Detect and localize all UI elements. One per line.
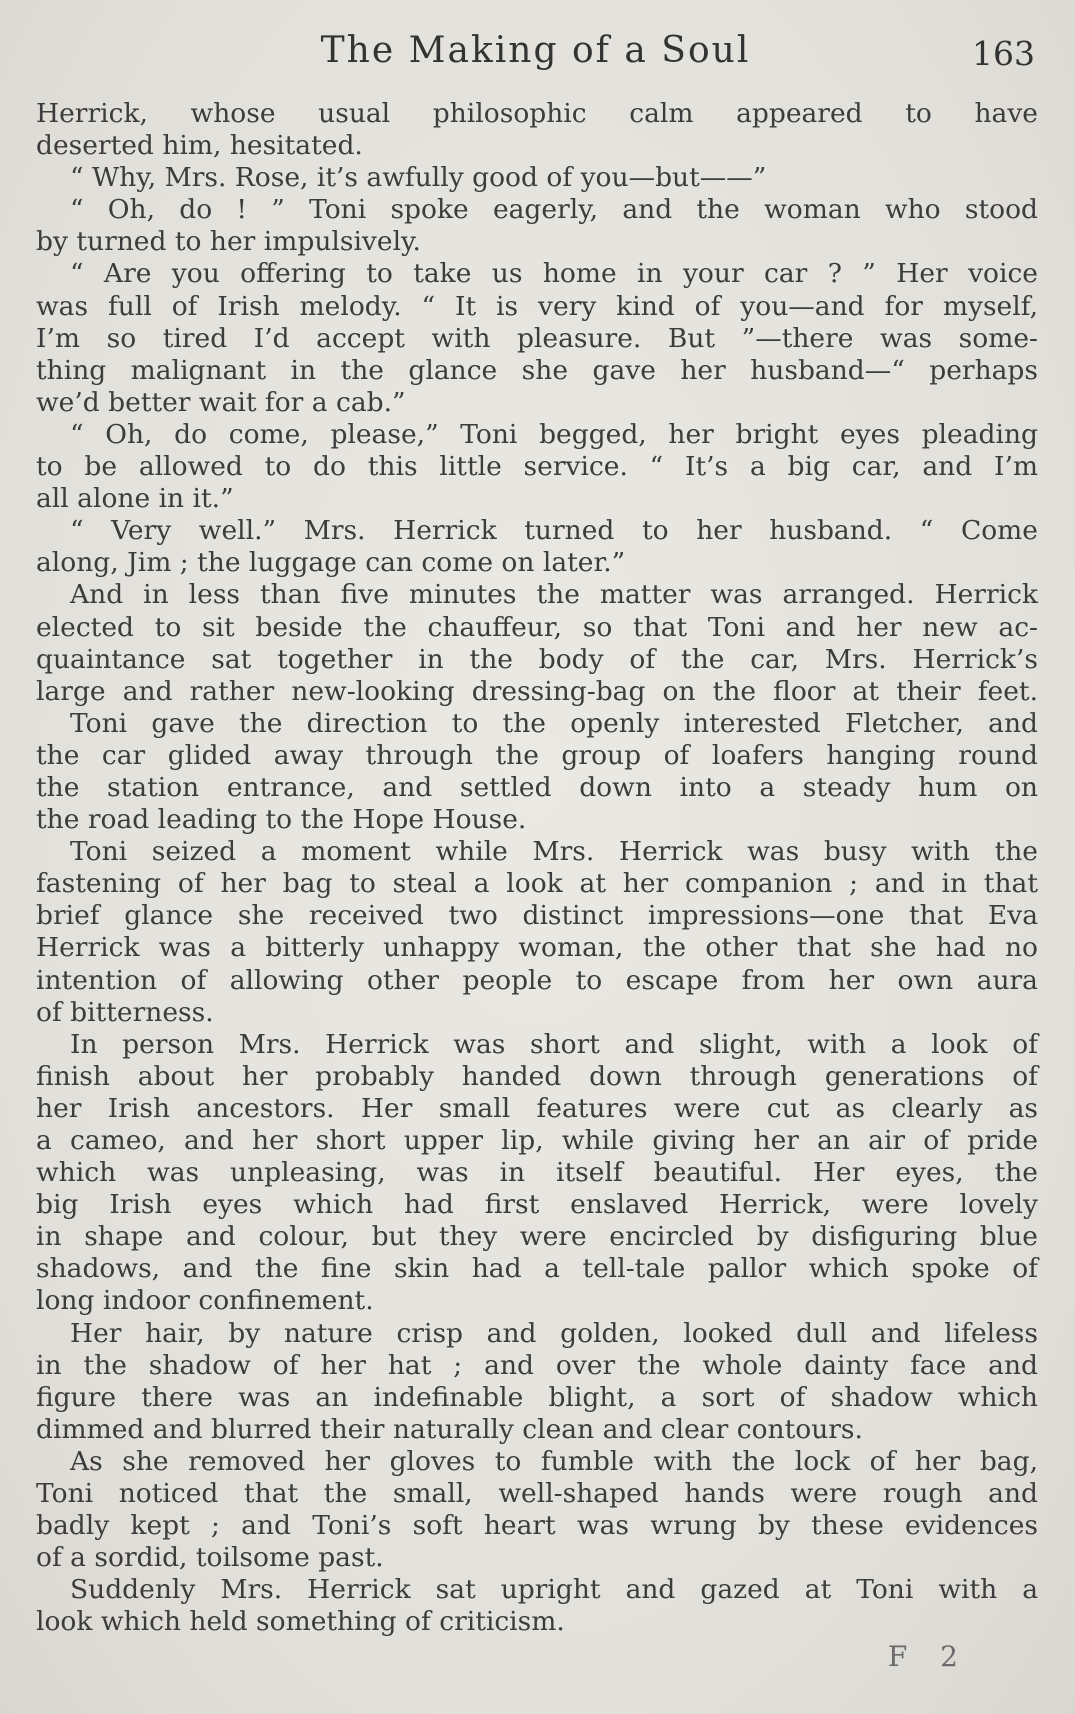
text-line: the road leading to the Hope House. <box>36 804 527 836</box>
text-line: And in less than five minutes the matter was arranged. Herrick <box>70 579 1038 611</box>
text-line: of a sordid, toilsome past. <box>36 1542 384 1574</box>
page-title: The Making of a Soul <box>320 30 751 71</box>
signature-mark: F 2 <box>887 1640 970 1673</box>
text-line: a cameo, and her short upper lip, while giving her an air of pride <box>36 1125 1038 1156</box>
text-line: fastening of her bag to steal a look at her companion ; and in that <box>36 868 1038 900</box>
page-number: 163 <box>972 34 1035 73</box>
text-line: “ Oh, do ! ” Toni spoke eagerly, and the woman who stood <box>70 194 1038 226</box>
text-line: all alone in it.” <box>36 483 234 515</box>
text-line: to be allowed to do this little service. “ It’s a big car, and I’m <box>36 451 1038 483</box>
text-line: finish about her probably handed down through generations of <box>36 1060 1038 1092</box>
text-line: Her hair, by nature crisp and golden, looked dull and lifeless <box>70 1317 1038 1349</box>
text-line: brief glance she received two distinct impressions—one that Eva <box>36 900 1038 932</box>
text-line: figure there was an indefinable blight, a sort of shadow which <box>36 1381 1038 1413</box>
text-line: Toni gave the direction to the openly interested Fletcher, and <box>70 707 1038 739</box>
text-line: “ Very well.” Mrs. Herrick turned to her husband. “ Come <box>70 515 1038 547</box>
text-line: in shape and colour, but they were encircled by disfiguring blue <box>36 1221 1038 1253</box>
text-line: As she removed her gloves to fumble with the lock of her bag, <box>70 1445 1038 1477</box>
text-line: in the shadow of her hat ; and over the whole dainty face and <box>36 1349 1038 1381</box>
body-text <box>36 98 1038 1639</box>
text-line: Herrick was a bitterly unhappy woman, the other that she had no <box>36 932 1038 964</box>
text-line: Toni noticed that the small, well-shaped hands were rough and <box>36 1478 1038 1510</box>
text-line: “ Are you offering to take us home in your car ? ” Her voice <box>70 258 1038 290</box>
text-line: along, Jim ; the luggage can come on later.” <box>36 547 626 579</box>
text-line: elected to sit beside the chauffeur, so that Toni and her new ac- <box>36 611 1038 643</box>
text-line: the car glided away through the group of loafers hanging round <box>36 739 1038 771</box>
text-line: shadows, and the fine skin had a tell-tale pallor which spoke of <box>36 1253 1038 1285</box>
text-line: In person Mrs. Herrick was short and slight, with a look of <box>70 1028 1038 1060</box>
text-line: “ Why, Mrs. Rose, it’s awfully good of you—but——” <box>70 162 767 194</box>
text-line: her Irish ancestors. Her small features were cut as clearly as <box>36 1092 1038 1124</box>
text-line: big Irish eyes which had first enslaved Herrick, were lovely <box>36 1189 1038 1221</box>
text-line: thing malignant in the glance she gave her husband—“ perhaps <box>36 354 1038 386</box>
text-line: large and rather new-looking dressing-bag on the floor at their feet. <box>36 675 1038 707</box>
text-line: was full of Irish melody. “ It is very kind of you—and for myself, <box>36 290 1038 322</box>
text-line: “ Oh, do come, please,” Toni begged, her bright eyes pleading <box>70 418 1038 450</box>
text-line: quaintance sat together in the body of the car, Mrs. Herrick’s <box>36 643 1038 675</box>
text-line: Toni seized a moment while Mrs. Herrick was busy with the <box>70 836 1038 868</box>
text-line: badly kept ; and Toni’s soft heart was wrung by these evidences <box>36 1510 1038 1542</box>
text-line: by turned to her impulsively. <box>36 226 421 258</box>
text-line: we’d better wait for a cab.” <box>36 386 406 418</box>
running-head <box>36 30 1035 80</box>
text-line: intention of allowing other people to escape from her own aura <box>36 964 1038 996</box>
text-line: Suddenly Mrs. Herrick sat upright and gazed at Toni with a <box>70 1574 1038 1606</box>
text-line: which was unpleasing, was in itself beautiful. Her eyes, the <box>36 1157 1038 1189</box>
text-line: of bitterness. <box>36 996 214 1028</box>
text-line: long indoor confinement. <box>36 1285 374 1317</box>
text-line: deserted him, hesitated. <box>36 130 363 162</box>
text-line: Herrick, whose usual philosophic calm appeared to have <box>36 98 1038 129</box>
text-line: the station entrance, and settled down into a steady hum on <box>36 771 1038 803</box>
text-line: dimmed and blurred their naturally clean and clear contours. <box>36 1413 863 1445</box>
text-line: I’m so tired I’d accept with pleasure. But ”—there was some- <box>36 322 1038 354</box>
text-line: look which held something of criticism. <box>36 1606 565 1638</box>
